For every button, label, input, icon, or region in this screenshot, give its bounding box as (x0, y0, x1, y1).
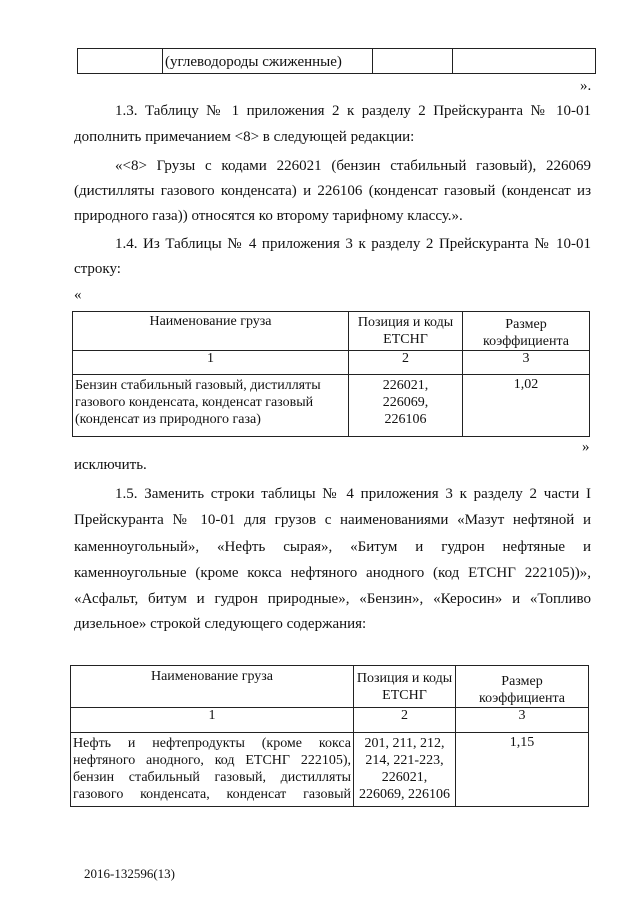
table1-cargo-line: Бензин стабильный газовый, дистилляты (75, 378, 321, 393)
quote-line1: «<8> Грузы с кодами 226021 (бензин стабильный газовый), 226069 (115, 158, 591, 174)
table1-header-name: Наименование груза (73, 312, 349, 351)
table2-cargo-name (71, 733, 354, 807)
top-table-cell-empty (453, 49, 596, 74)
table1-cargo-line: газового конденсата, конденсат газовый (75, 395, 314, 410)
p15-line1: 1.5. Заменить строки таблицы № 4 приложения 3 к разделу 2 части I (115, 486, 591, 502)
p13-line1: 1.3. Таблицу № 1 приложения 2 к разделу 2 Прейскуранта № 10-01 (115, 103, 591, 119)
table2-coef: 1,15 (456, 733, 589, 807)
p14-line2: строку: (74, 261, 121, 277)
table2-cargo-line: Нефть и нефтепродукты (кроме кокса (73, 736, 351, 751)
top-table-cell-empty (78, 49, 163, 74)
table1-header-coef: Размер коэффициента (463, 312, 590, 351)
p13-line2: дополнить примечанием <8> в следующей редакции: (74, 129, 415, 145)
open-quote: « (74, 287, 82, 303)
table1-cargo-name (73, 375, 349, 437)
table2-num-2: 2 (354, 708, 456, 733)
table1-coef: 1,02 (463, 375, 590, 437)
table2-code-line: 226069, 226106 (359, 787, 450, 802)
table1-code-line: 226069, (382, 395, 429, 410)
table1-cargo-line: (конденсат из природного газа) (75, 412, 261, 427)
table1-num-3: 3 (463, 351, 590, 375)
exclude-text: исключить. (74, 457, 147, 473)
table2-header-coef: Размер коэффициента (456, 666, 589, 708)
closing-quote-top: ». (580, 78, 592, 94)
table2-cargo-line: бензин стабильный газовый, дистилляты (73, 770, 351, 785)
p14-line1: 1.4. Из Таблицы № 4 приложения 3 к разделу 2 Прейскуранта № 10-01 (115, 236, 591, 252)
table2-cargo-line: нефтяного анодного, код ЕТСНГ 222105), (73, 753, 351, 768)
p15-line2: Прейскуранта № 10-01 для грузов с наименованиями «Мазут нефтяной и (74, 512, 591, 528)
top-table-cell-empty (373, 49, 453, 74)
table2-code-line: 226021, (381, 770, 428, 785)
table2-cargo-line: газового конденсата, конденсат газовый (73, 787, 351, 802)
top-table-cell-text: (углеводороды сжиженные) (163, 49, 373, 74)
table-2 (70, 665, 589, 807)
table2-num-3: 3 (456, 708, 589, 733)
table2-code-line: 201, 211, 212, (364, 736, 445, 751)
table2-header-name: Наименование груза (71, 666, 354, 708)
table-1 (72, 311, 590, 437)
p15-line5: «Асфальт, битум и гудрон природные», «Бензин», «Керосин» и «Топливо (74, 591, 591, 607)
table1-code-line: 226106 (384, 412, 427, 427)
table2-code-line: 214, 221-223, (365, 753, 444, 768)
top-table-fragment (77, 48, 596, 74)
p15-line6: дизельное» строкой следующего содержания: (74, 616, 367, 632)
table2-codes (354, 733, 456, 807)
quote-line3: природного газа)) относятся ко второму тарифному классу.». (74, 208, 463, 224)
table1-num-1: 1 (73, 351, 349, 375)
table1-header-codes: Позиция и коды ЕТСНГ (349, 312, 463, 351)
table1-codes (349, 375, 463, 437)
table2-header-codes: Позиция и коды ЕТСНГ (354, 666, 456, 708)
closing-quote-table1: » (582, 439, 590, 455)
quote-line2: (дистилляты газового конденсата) и 226106 (конденсат газовый (конденсат из (74, 183, 591, 199)
table1-code-line: 226021, (382, 378, 429, 393)
document-footer-id: 2016-132596(13) (84, 866, 175, 881)
table1-num-2: 2 (349, 351, 463, 375)
table2-num-1: 1 (71, 708, 354, 733)
p15-line4: каменноугольные (кроме кокса нефтяного анодного (код ЕТСНГ 222105))», (74, 565, 591, 581)
p15-line3: каменноугольный», «Нефть сырая», «Битум и гудрон нефтяные и (74, 539, 591, 555)
